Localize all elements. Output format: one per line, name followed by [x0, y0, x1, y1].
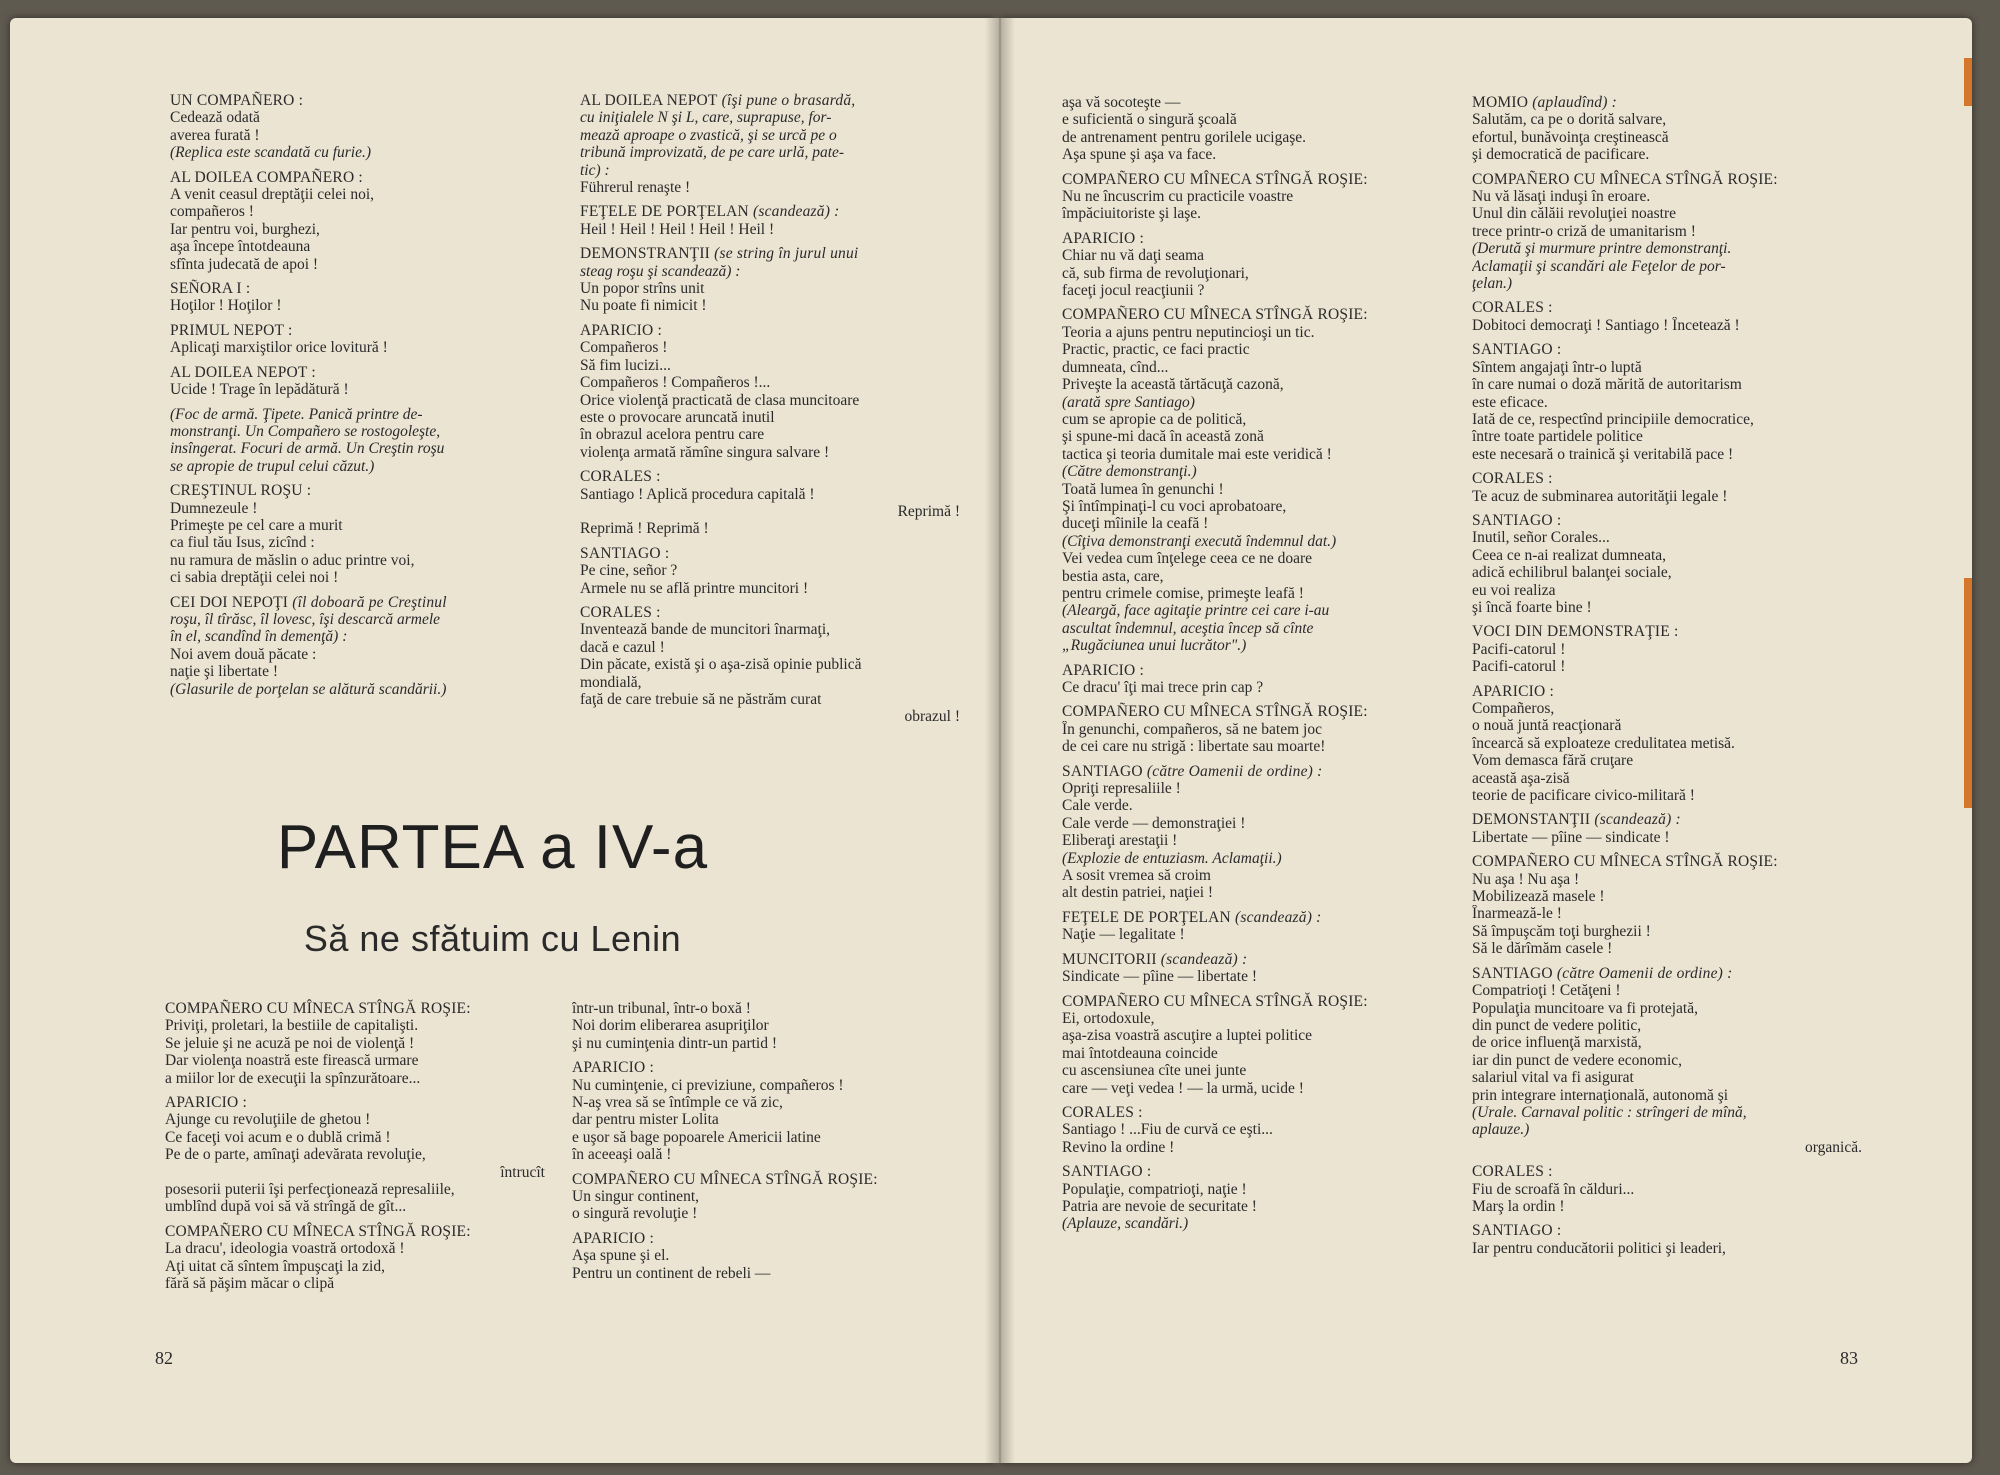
- dialogue-line: Ce faceţi voi acum e o dublă crimă !: [165, 1128, 391, 1146]
- dialogue-line: o singură revoluţie !: [572, 1205, 698, 1223]
- dialogue-block: [170, 169, 530, 273]
- dialogue-line: Reprimă !: [897, 502, 960, 520]
- dialogue-line: cu ascensiunea cîte unei junte: [1062, 1062, 1247, 1080]
- dialogue-line: Armele nu se află printre muncitori !: [580, 579, 809, 597]
- dialogue-line: Compañeros,: [1472, 700, 1555, 717]
- speaker-name: PRIMUL NEPOT :: [170, 321, 293, 339]
- dialogue-line: dumneata, cînd...: [1062, 358, 1169, 376]
- dialogue-line: bestia asta, care,: [1062, 567, 1164, 585]
- speaker-name: DEMONSTANŢII (scandează) :: [1472, 811, 1681, 829]
- part-subtitle: Să ne sfătuim cu Lenin: [303, 918, 682, 959]
- stage-direction: monstranţi. Un Compañero se rostogoleşte,: [170, 422, 441, 440]
- dialogue-line: între toate partidele politice: [1472, 428, 1643, 446]
- dialogue-line: şi spune-mi dacă în această zonă: [1062, 428, 1264, 446]
- dialogue-line: faţă de care trebuie să ne păstrăm curat: [580, 691, 822, 708]
- left-column-3: [165, 1000, 545, 1300]
- dialogue-line: Mobilizează masele !: [1472, 888, 1605, 906]
- dialogue-block: [1062, 1104, 1442, 1156]
- dialogue-block: [1472, 1222, 1862, 1257]
- stage-direction: (se string în jurul unui: [710, 245, 859, 263]
- dialogue-line: Compañeros !: [580, 339, 668, 357]
- dialogue-line: Priveşte la această tărtăcuţă cazonă,: [1062, 376, 1284, 394]
- dialogue-line: e suficientă o singură şcoală: [1062, 111, 1237, 129]
- left-column-1: [170, 92, 530, 705]
- speaker-name: CREŞTINUL ROŞU :: [170, 482, 312, 500]
- dialogue-block: [165, 1223, 545, 1293]
- dialogue-block: [572, 1000, 962, 1052]
- dialogue-line: Ce dracu' îţi mai trece prin cap ?: [1062, 679, 1264, 696]
- dialogue-line: Pe de o parte, amînaţi adevărata revoluţie,: [165, 1146, 426, 1164]
- dialogue-line: împăciuitoriste şi laşe.: [1062, 205, 1202, 223]
- dialogue-block: [1472, 470, 1862, 505]
- dialogue-line: Se jeluie şi ne acuză pe noi de violenţă !: [165, 1034, 415, 1052]
- dialogue-line: este eficace.: [1472, 393, 1548, 411]
- dialogue-line: teorie de pacificare civico-militară !: [1472, 787, 1695, 805]
- dialogue-line: Sindicate — pîine — libertate !: [1062, 968, 1257, 986]
- dialogue-line: Sîntem angajaţi într-o luptă: [1472, 358, 1642, 376]
- dialogue-block: [1472, 853, 1862, 957]
- speaker-name: SANTIAGO :: [1062, 1163, 1152, 1181]
- dialogue-line: Dobitoci democraţi ! Santiago ! Încetează !: [1472, 316, 1740, 334]
- dialogue-line: A sosit vremea să croim: [1062, 867, 1211, 885]
- dialogue-line: Reprimă ! Reprimă !: [580, 520, 709, 538]
- dialogue-line: Nu ne încuscrim cu practicile voastre: [1062, 188, 1294, 206]
- dialogue-line: Marş la ordin !: [1472, 1197, 1565, 1215]
- dialogue-line: Salutăm, ca pe o dorită salvare,: [1472, 111, 1667, 129]
- speaker-name: FEŢELE DE PORŢELAN (scandează) :: [580, 203, 840, 221]
- speaker-name: DEMONSTRANŢII (se string în jurul unui: [580, 245, 859, 263]
- dialogue-line: Eliberaţi arestaţii !: [1062, 832, 1178, 850]
- stage-direction: (către Oamenii de ordine) :: [1142, 762, 1323, 780]
- dialogue-block: [1062, 94, 1442, 164]
- dialogue-line: Aşa spune şi aşa va face.: [1062, 146, 1217, 164]
- speaker-name: CORALES :: [1472, 299, 1553, 317]
- stage-direction: (scandează) :: [1230, 908, 1322, 926]
- dialogue-line: Şi întîmpinaţi-l cu voci aprobatoare,: [1062, 497, 1287, 515]
- dialogue-line: pentru crimele comise, primeşte leafă !: [1062, 584, 1304, 602]
- dialogue-line: tactica şi teoria dumitale mai este veridică !: [1062, 445, 1332, 463]
- dialogue-line: Nu poate fi nimicit !: [580, 297, 707, 315]
- dialogue-line: naţie şi libertate !: [170, 663, 279, 681]
- dialogue-line: este o provocare aruncată inutil: [580, 408, 775, 426]
- dialogue-line: Führerul renaşte !: [580, 179, 691, 197]
- dialogue-block: [580, 468, 960, 538]
- dialogue-line: Aţi uitat că sîntem împuşcaţi la zid,: [165, 1257, 385, 1275]
- dialogue-line: Practic, practic, ce faci practic: [1062, 341, 1250, 359]
- speaker-name: VOCI DIN DEMONSTRAŢIE :: [1472, 623, 1679, 641]
- dialogue-line: Te acuz de subminarea autorităţii legale !: [1472, 487, 1728, 505]
- dialogue-line: efortul, bunăvoinţa creştinească: [1472, 128, 1669, 146]
- dialogue-line: o nouă juntă reacţionară: [1472, 717, 1622, 735]
- dialogue-block: [1062, 1163, 1442, 1233]
- speaker-name: SANTIAGO :: [1472, 341, 1562, 359]
- dialogue-line: Heil ! Heil ! Heil ! Heil ! Heil !: [580, 220, 775, 238]
- dialogue-line: sfînta judecată de apoi !: [170, 255, 319, 273]
- dialogue-line: în aceeaşi oală !: [572, 1146, 672, 1164]
- page-number-right: 83: [1840, 1348, 1858, 1368]
- stage-direction: tic) :: [580, 161, 610, 179]
- stage-direction: (Glasurile de porţelan se alătură scandării.): [170, 680, 447, 698]
- dialogue-line: Înarmează-le !: [1472, 905, 1562, 923]
- dialogue-block: [1472, 299, 1862, 334]
- dialogue-block: [170, 482, 530, 586]
- speaker-name: COMPAÑERO CU MÎNECA STÎNGĂ ROŞIE:: [1472, 853, 1778, 871]
- stage-direction: (Urale. Carnaval politic : strîngeri de mînă,: [1472, 1103, 1747, 1121]
- speaker-name: CORALES :: [580, 603, 661, 621]
- dialogue-line: a miilor lor de execuţii la spînzurătoare...: [165, 1069, 421, 1087]
- dialogue-line: Santiago ! ...Fiu de curvă ce eşti...: [1062, 1121, 1273, 1139]
- dialogue-line: Hoţilor ! Hoţilor !: [170, 297, 282, 315]
- dialogue-block: [165, 1000, 545, 1087]
- dialogue-line: Noi dorim eliberarea asupriţilor: [572, 1017, 769, 1035]
- dialogue-line: Dumnezeule !: [170, 499, 258, 517]
- dialogue-line: Unul din călăii revoluţiei noastre: [1472, 205, 1677, 223]
- dialogue-line: de antrenament pentru gorilele ucigaşe.: [1062, 128, 1307, 146]
- dialogue-block: [1062, 951, 1442, 986]
- dialogue-line: Cedează odată: [170, 109, 260, 127]
- stage-direction: (scandează) :: [748, 203, 840, 221]
- dialogue-line: Ucide ! Trage în lepădătură !: [170, 381, 349, 399]
- dialogue-line: în care numai o doză mărită de autoritarism: [1472, 376, 1742, 394]
- dialogue-block: [1472, 171, 1862, 293]
- dialogue-line: faceţi jocul reacţiunii ?: [1062, 282, 1205, 300]
- speaker-name: APARICIO :: [1062, 661, 1144, 679]
- dialogue-block: [170, 280, 530, 315]
- dialogue-line: întrucît: [500, 1163, 545, 1181]
- speaker-name: CORALES :: [1472, 470, 1553, 488]
- dialogue-line: umblînd după voi să vă strîngă de gît...: [165, 1198, 407, 1216]
- dialogue-line: Nu vă lăsaţi induşi în eroare.: [1472, 188, 1651, 206]
- stage-direction: (arată spre Santiago): [1062, 393, 1195, 411]
- dialogue-line: ca fiul tău Isus, zicînd :: [170, 534, 315, 552]
- dialogue-line: Pacifi-catorul !: [1472, 658, 1566, 676]
- dialogue-block: [580, 604, 960, 726]
- stage-direction: ţelan.): [1472, 275, 1513, 293]
- dialogue-line: Noi avem două păcate :: [170, 645, 317, 663]
- speaker-name: APARICIO :: [1472, 682, 1554, 700]
- stage-direction: insîngerat. Focuri de armă. Un Creştin roşu: [170, 440, 445, 458]
- dialogue-line: fără să păşim măcar o clipă: [165, 1275, 335, 1293]
- dialogue-line: posesorii puterii îşi perfecţionează represaliile,: [165, 1181, 455, 1199]
- stage-direction: (scandează) :: [1156, 950, 1248, 968]
- speaker-name: COMPAÑERO CU MÎNECA STÎNGĂ ROŞIE:: [1062, 306, 1368, 324]
- dialogue-block: [572, 1230, 962, 1282]
- page-number-left: 82: [155, 1348, 173, 1368]
- dialogue-line: Pe cine, señor ?: [580, 562, 678, 580]
- dialogue-line: Priviţi, proletari, la bestiile de capitalişti.: [165, 1017, 419, 1035]
- dialogue-line: N-aş vrea să se întîmple ce vă zic,: [572, 1094, 783, 1112]
- dialogue-line: dacă e cazul !: [580, 638, 665, 656]
- dialogue-line: că, sub firma de revoluţionari,: [1062, 264, 1249, 282]
- dialogue-line: duceţi mîinile la ceafă !: [1062, 515, 1209, 533]
- dialogue-line: din punct de vedere politic,: [1472, 1016, 1642, 1034]
- dialogue-line: Ceea ce n-ai realizat dumneata,: [1472, 546, 1667, 564]
- dialogue-line: trece printr-o criză de umanitarism !: [1472, 222, 1696, 240]
- stage-direction: Aclamaţii şi scandări ale Feţelor de por-: [1472, 257, 1726, 275]
- dialogue-block: [1472, 1163, 1862, 1215]
- dialogue-line: În genunchi, compañeros, să ne batem joc: [1062, 720, 1322, 738]
- dialogue-line: Primeşte pe cel care a murit: [170, 516, 343, 534]
- stage-direction: „Rugăciunea unui lucrător".): [1062, 637, 1247, 655]
- edge-tab-orange: [1964, 58, 1972, 106]
- dialogue-line: cum se apropie ca de politică,: [1062, 410, 1247, 428]
- stage-direction: cu iniţialele N şi L, care, suprapuse, for-: [580, 109, 832, 127]
- dialogue-line: care — veţi vedea ! — la urmă, ucide !: [1062, 1079, 1304, 1097]
- dialogue-line: Teoria a ajuns pentru neputincioşi un tic.: [1062, 323, 1315, 341]
- dialogue-line: Ajunge cu revoluţiile de ghetou !: [165, 1111, 371, 1129]
- stage-direction: (către Oamenii de ordine) :: [1552, 964, 1733, 982]
- speaker-name: AL DOILEA COMPAÑERO :: [170, 168, 363, 186]
- stage-direction: (Explozie de entuziasm. Aclamaţii.): [1062, 849, 1282, 867]
- dialogue-line: Vei vedea cum înţelege ceea ce ne doare: [1062, 550, 1312, 568]
- dialogue-line: averea furată !: [170, 126, 260, 144]
- speaker-name: SANTIAGO (către Oamenii de ordine) :: [1062, 762, 1323, 780]
- stage-direction: tribună improvizată, de pe care urlă, pate-: [580, 144, 845, 162]
- dialogue-line: într-un tribunal, într-o boxă !: [572, 1000, 751, 1017]
- dialogue-line: obrazul !: [904, 708, 960, 726]
- dialogue-block: [170, 92, 530, 162]
- dialogue-line: şi încă foarte bine !: [1472, 598, 1592, 616]
- dialogue-block: [572, 1171, 962, 1223]
- stage-direction: se apropie de trupul celui căzut.): [170, 457, 375, 475]
- speaker-name: COMPAÑERO CU MÎNECA STÎNGĂ ROŞIE:: [1062, 703, 1368, 721]
- dialogue-line: Cale verde — demonstraţiei !: [1062, 814, 1246, 832]
- dialogue-line: Ei, ortodoxule,: [1062, 1009, 1155, 1027]
- dialogue-block: [1472, 683, 1862, 805]
- stage-direction: în el, scandînd în demenţă) :: [170, 628, 348, 646]
- dialogue-block: [1062, 171, 1442, 223]
- dialogue-line: aşa-zisa voastră ascuţire a luptei politice: [1062, 1027, 1313, 1045]
- dialogue-line: această aşa-zisă: [1472, 769, 1570, 787]
- dialogue-line: şi nu cuminţenia dintr-un partid !: [572, 1034, 778, 1052]
- speaker-name: COMPAÑERO CU MÎNECA STÎNGĂ ROŞIE:: [1062, 170, 1368, 188]
- dialogue-block: [170, 322, 530, 357]
- speaker-name: FEŢELE DE PORŢELAN (scandează) :: [1062, 908, 1322, 926]
- stage-direction: ascultat îndemnul, aceştia încep să cînte: [1062, 619, 1314, 637]
- dialogue-line: de cei care nu strigă : libertate sau moarte!: [1062, 738, 1326, 756]
- dialogue-block: [1472, 341, 1862, 463]
- speaker-name: COMPAÑERO CU MÎNECA STÎNGĂ ROŞIE:: [572, 1170, 878, 1188]
- dialogue-line: adică echilibrul balanţei sociale,: [1472, 564, 1672, 582]
- dialogue-line: eu voi realiza: [1472, 581, 1556, 599]
- stage-direction: aplauze.): [1472, 1121, 1530, 1139]
- dialogue-line: mondială,: [580, 673, 642, 691]
- dialogue-line: Opriţi represaliile !: [1062, 780, 1181, 798]
- dialogue-line: Dar violenţa noastră este firească urmare: [165, 1052, 419, 1070]
- dialogue-block: [1062, 763, 1442, 902]
- dialogue-line: Patria are nevoie de securitate !: [1062, 1197, 1257, 1215]
- dialogue-line: Un popor strîns unit: [580, 280, 705, 298]
- dialogue-line: prin integrare internaţională, autonomă şi: [1472, 1086, 1729, 1104]
- dialogue-line: violenţa armată rămîne singura salvare !: [580, 443, 830, 461]
- stage-direction: mează aproape o zvastică, şi se urcă pe o: [580, 126, 837, 144]
- speaker-name: COMPAÑERO CU MÎNECA STÎNGĂ ROŞIE:: [1062, 992, 1368, 1010]
- dialogue-block: [170, 406, 530, 476]
- speaker-name: CORALES :: [1472, 1163, 1553, 1181]
- dialogue-line: Libertate — pîine — sindicate !: [1472, 828, 1670, 846]
- speaker-name: SANTIAGO :: [1472, 511, 1562, 529]
- dialogue-line: Din păcate, există şi o aşa-zisă opinie publică: [580, 656, 862, 674]
- stage-direction: (Derută şi murmure printre demonstranţi.: [1472, 240, 1732, 258]
- stage-direction: (Către demonstranţi.): [1062, 463, 1197, 481]
- speaker-name: AL DOILEA NEPOT (îşi pune o brasardă,: [580, 92, 856, 109]
- stage-direction: (scandează) :: [1590, 811, 1681, 829]
- dialogue-line: Aşa spune şi el.: [572, 1247, 670, 1265]
- stage-direction: (îl doboară pe Creştinul: [288, 593, 447, 611]
- right-column-2: [1472, 94, 1862, 1264]
- dialogue-block: [1062, 662, 1442, 697]
- dialogue-line: e uşor să bage popoarele Americii latine: [572, 1128, 821, 1146]
- dialogue-block: [165, 1094, 545, 1216]
- dialogue-line: Iar pentru voi, burghezi,: [170, 220, 320, 238]
- speaker-name: CEI DOI NEPOŢI (îl doboară pe Creştinul: [170, 593, 447, 611]
- dialogue-line: iar din punct de vedere economic,: [1472, 1051, 1683, 1069]
- dialogue-block: [1472, 623, 1862, 675]
- dialogue-line: Pacifi-catorul !: [1472, 640, 1566, 658]
- dialogue-line: Cale verde.: [1062, 797, 1133, 815]
- dialogue-line: de orice influenţă marxistă,: [1472, 1034, 1642, 1052]
- stage-direction: steag roşu şi scandează) :: [580, 262, 741, 280]
- dialogue-block: [1472, 965, 1862, 1156]
- dialogue-line: Toată lumea în genunchi !: [1062, 480, 1224, 498]
- dialogue-line: Să le dărîmăm casele !: [1472, 940, 1613, 958]
- stage-direction: (aplaudînd) :: [1528, 94, 1618, 111]
- dialogue-block: [580, 545, 960, 597]
- dialogue-line: A venit ceasul dreptăţii celei noi,: [170, 186, 375, 204]
- dialogue-line: organică.: [1805, 1138, 1862, 1156]
- speaker-name: APARICIO :: [165, 1094, 247, 1112]
- speaker-name: SEÑORA I :: [170, 280, 251, 298]
- speaker-name: SANTIAGO (către Oamenii de ordine) :: [1472, 964, 1733, 982]
- dialogue-line: Chiar nu vă daţi seama: [1062, 247, 1205, 265]
- dialogue-line: Să fim lucizi...: [580, 356, 671, 374]
- part-title: PARTEA a IV-a: [276, 813, 709, 882]
- dialogue-line: salariul vital va fi asigurat: [1472, 1069, 1634, 1087]
- dialogue-line: Revino la ordine !: [1062, 1138, 1175, 1156]
- dialogue-block: [1472, 811, 1862, 846]
- dialogue-line: şi democratică de pacificare.: [1472, 146, 1650, 164]
- dialogue-line: alt destin patriei, naţiei !: [1062, 884, 1214, 902]
- dialogue-line: Orice violenţă practicată de clasa muncitoare: [580, 391, 860, 409]
- speaker-name: MOMIO (aplaudînd) :: [1472, 94, 1618, 111]
- dialogue-block: [1062, 306, 1442, 654]
- dialogue-line: dar pentru mister Lolita: [572, 1111, 719, 1129]
- book-gutter: [985, 18, 1015, 1463]
- dialogue-line: La dracu', ideologia voastră ortodoxă !: [165, 1240, 405, 1258]
- stage-direction: (îşi pune o brasardă,: [717, 92, 856, 109]
- dialogue-block: [580, 203, 960, 238]
- dialogue-line: Santiago ! Aplică procedura capitală !: [580, 485, 815, 503]
- dialogue-line: Iată de ce, respectînd principiile democratice,: [1472, 410, 1754, 428]
- dialogue-block: [1062, 230, 1442, 300]
- stage-direction: (Aleargă, face agitaţie printre cei care i-au: [1062, 602, 1330, 620]
- dialogue-block: [170, 594, 530, 698]
- speaker-name: COMPAÑERO CU MÎNECA STÎNGĂ ROŞIE:: [165, 1222, 471, 1240]
- speaker-name: COMPAÑERO CU MÎNECA STÎNGĂ ROŞIE:: [1472, 170, 1778, 188]
- speaker-name: CORALES :: [1062, 1103, 1143, 1121]
- dialogue-line: Populaţie, compatrioţi, naţie !: [1062, 1180, 1247, 1198]
- dialogue-line: Vom demasca fără cruţare: [1472, 752, 1634, 770]
- right-column-1: [1062, 94, 1442, 1240]
- dialogue-line: Nu aşa ! Nu aşa !: [1472, 870, 1580, 888]
- dialogue-line: Naţie — legalitate !: [1062, 926, 1185, 944]
- speaker-name: COMPAÑERO CU MÎNECA STÎNGĂ ROŞIE:: [165, 1000, 471, 1017]
- dialogue-line: Pentru un continent de rebeli —: [572, 1264, 771, 1282]
- dialogue-block: [1062, 703, 1442, 755]
- speaker-name: MUNCITORII (scandează) :: [1062, 950, 1248, 968]
- speaker-name: AL DOILEA NEPOT :: [170, 363, 316, 381]
- speaker-name: CORALES :: [580, 468, 661, 486]
- speaker-name: APARICIO :: [1062, 229, 1144, 247]
- speaker-name: APARICIO :: [580, 321, 662, 339]
- dialogue-line: compañeros !: [170, 203, 254, 221]
- speaker-name: UN COMPAÑERO :: [170, 92, 304, 109]
- stage-direction: (Replica este scandată cu furie.): [170, 144, 372, 162]
- dialogue-line: ci sabia dreptăţii celei noi !: [170, 569, 339, 587]
- dialogue-line: nu ramura de măslin o aduc printre voi,: [170, 551, 415, 569]
- dialogue-line: Inutil, señor Corales...: [1472, 529, 1610, 547]
- dialogue-line: aşa începe întotdeauna: [170, 238, 311, 256]
- speaker-name: APARICIO :: [572, 1059, 654, 1077]
- dialogue-line: încearcă să exploateze credulitatea metisă.: [1472, 734, 1735, 752]
- dialogue-block: [1472, 512, 1862, 616]
- speaker-name: APARICIO :: [572, 1229, 654, 1247]
- dialogue-block: [170, 364, 530, 399]
- stage-direction: (Aplauze, scandări.): [1062, 1215, 1189, 1233]
- stage-direction: (Cîţiva demonstranţi execută îndemnul dat.): [1062, 532, 1337, 550]
- stage-direction: (Foc de armă. Ţipete. Panică printre de-: [170, 405, 423, 423]
- dialogue-block: [1472, 94, 1862, 164]
- dialogue-line: mai întotdeauna coincide: [1062, 1044, 1218, 1062]
- dialogue-line: Aplicaţi marxiştilor orice lovitură !: [170, 339, 388, 357]
- dialogue-line: Fiu de scroafă în călduri...: [1472, 1180, 1635, 1198]
- dialogue-line: Un singur continent,: [572, 1188, 699, 1206]
- dialogue-line: este necesară o trainică şi veritabilă pace !: [1472, 445, 1734, 463]
- dialogue-line: Compatrioţi ! Cetăţeni !: [1472, 982, 1621, 1000]
- speaker-name: SANTIAGO :: [580, 544, 670, 562]
- edge-tab-orange: [1964, 578, 1972, 808]
- dialogue-line: aşa vă socoteşte —: [1062, 94, 1181, 111]
- dialogue-block: [1062, 909, 1442, 944]
- left-column-4: [572, 1000, 962, 1289]
- dialogue-block: [580, 92, 960, 196]
- dialogue-line: Compañeros ! Compañeros !...: [580, 374, 771, 392]
- dialogue-line: Iar pentru conducătorii politici şi leaderi,: [1472, 1239, 1726, 1257]
- dialogue-line: Populaţia muncitoare va fi protejată,: [1472, 999, 1698, 1017]
- dialogue-line: Nu cuminţenie, ci previziune, compañeros !: [572, 1076, 844, 1094]
- dialogue-block: [580, 322, 960, 461]
- stage-direction: roşu, îl tîrăsc, îl lovesc, îşi descarcă armele: [170, 610, 441, 628]
- dialogue-line: în obrazul acelora pentru care: [580, 426, 765, 444]
- dialogue-block: [580, 245, 960, 315]
- dialogue-block: [572, 1059, 962, 1163]
- dialogue-line: Inventează bande de muncitori înarmaţi,: [580, 621, 831, 639]
- dialogue-block: [1062, 993, 1442, 1097]
- left-column-2: [580, 92, 960, 733]
- dialogue-line: Să împuşcăm toţi burghezii !: [1472, 922, 1651, 940]
- speaker-name: SANTIAGO :: [1472, 1222, 1562, 1240]
